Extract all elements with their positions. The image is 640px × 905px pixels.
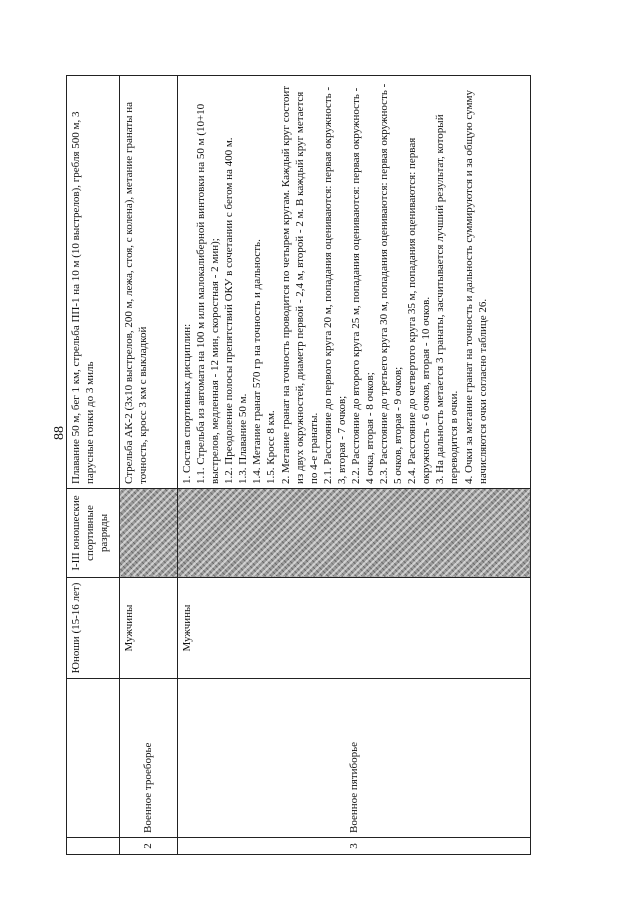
gender-cell: Мужчины	[177, 578, 530, 679]
description-line: 2.3. Расстояние до третьего круга 30 м, попадания оцениваются: первая окружность - 5 очков, вторая - 9 очков;	[378, 83, 405, 484]
description-line: 1.1. Стрельба из автомата на 100 м или малокалиберной винтовки на 50 м (10+10 выстрелов, медленная - 12 мин, скоростная - 2 мин);	[195, 103, 222, 484]
description-cell: Стрельба АК-2 (3х10 выстрелов, 200 м, лежа, стоя, с колена), метание гранаты на точность, кросс 3 км с выкладкой	[119, 76, 177, 489]
rank-hatched-cell	[119, 489, 177, 578]
rotated-table-container	[66, 75, 531, 855]
description-line: 1.2. Преодоление полосы препятствий ОКУ в сочетании с бегом на 400 м.	[223, 137, 236, 484]
name-cell	[67, 679, 120, 838]
discipline-name: Военное пятиборье	[177, 679, 530, 838]
description-line: 1. Состав спортивных дисциплин:	[180, 323, 193, 484]
gender-cell: Мужчины	[119, 578, 177, 679]
description-line: 2.4. Расстояние до четвертого круга 35 м, попадания оцениваются: первая окружность - 6 очков, вторая - 10 очков.	[406, 137, 433, 484]
page-number: 88	[52, 426, 67, 440]
description-line: 1.4. Метание гранат 570 гр на точность и дальность.	[251, 239, 264, 484]
rank-hatched-cell	[177, 489, 530, 578]
rank-cell: I-III юношеские спортивные разряды	[67, 489, 120, 578]
description-line: 2.2. Расстояние до второго круга 25 м, попадания оцениваются: первая окружность - 4 очка, вторая - 8 очков;	[349, 87, 376, 484]
discipline-name: Военное троеборье	[119, 679, 177, 838]
table-row	[119, 76, 177, 855]
row-number: 3	[177, 838, 530, 855]
description-line: 2.1. Расстояние до первого круга 20 м, попадания оцениваются: первая окружность - 3, вторая - 7 очков;	[321, 86, 348, 484]
description-cell	[177, 76, 530, 489]
description-line: 2. Метание гранат на точность проводится по четырем кругам. Каждый круг состоит из двух окружностей, диаметр первой - 2,4 м, второй - 2 м. В каждый круг метается по 4-е гранаты.	[279, 85, 320, 484]
table-row	[177, 76, 530, 855]
description-line: 4. Очки за метание гранат на точность и дальность суммируются и за общую сумму начисляются очки согласно таблице 26.	[462, 90, 489, 484]
description-line: 1.3. Плавание 50 м.	[237, 393, 250, 484]
num-cell	[67, 838, 120, 855]
age-cell: Юноши (15-16 лет)	[67, 578, 120, 679]
description-line: 1.5. Кросс 8 км.	[265, 410, 278, 484]
sports-table	[66, 75, 531, 855]
table-row-header	[67, 76, 120, 855]
row-number: 2	[119, 838, 177, 855]
description-line: 3. На дальность метается 3 гранаты, засчитывается лучший результат, который переводится в очки.	[434, 114, 461, 484]
description-cell: Плавание 50 м, бег 1 км, стрельба ПП-1 на 10 м (10 выстрелов), гребля 500 м, 3 парусные гонки до 3 миль	[67, 76, 120, 489]
